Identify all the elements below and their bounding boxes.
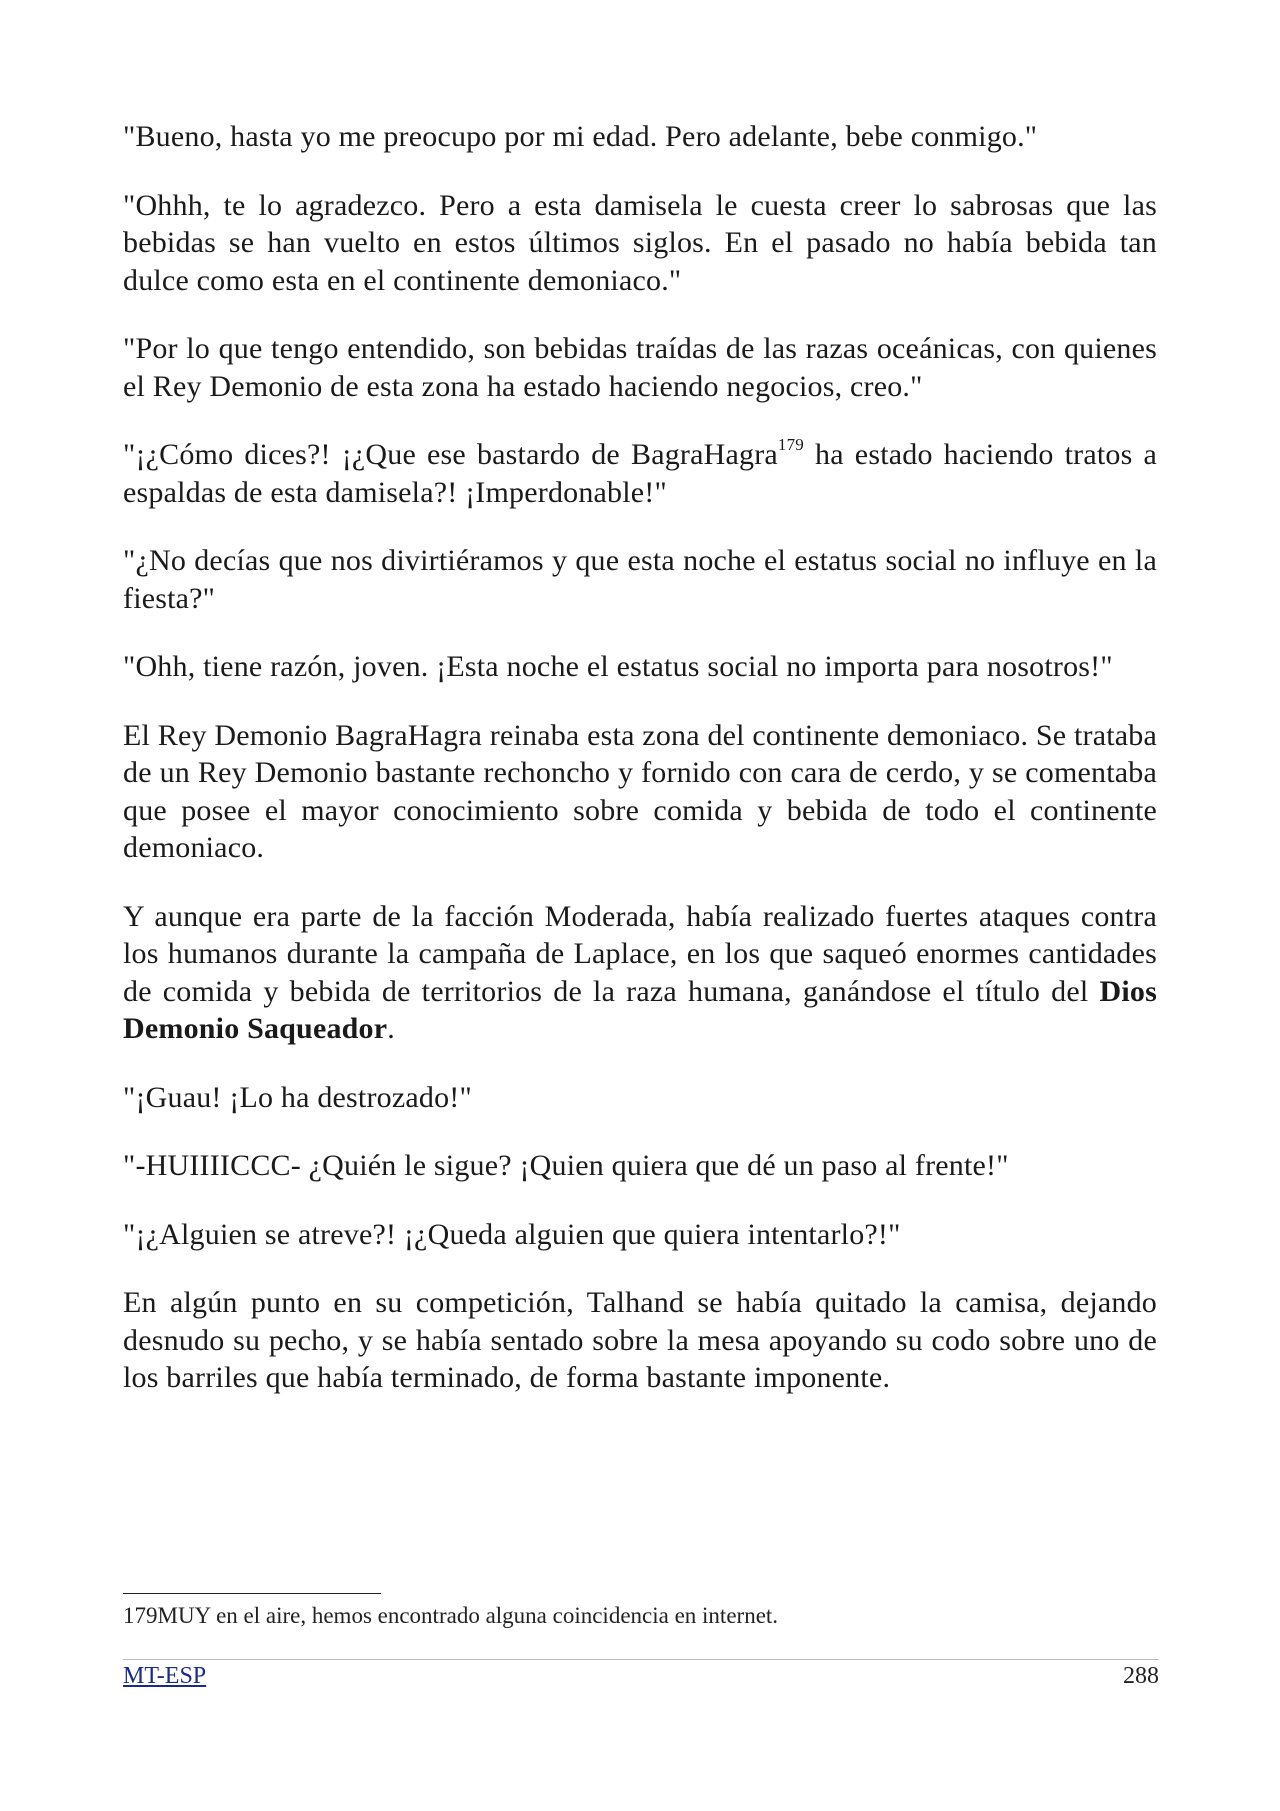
paragraph-8 bbox=[123, 898, 1157, 1048]
paragraph-8-text-a: Y aunque era parte de la facción Moderada, había realizado fuertes ataques contra los humanos durante la campaña de Laplace, en los que saqueó enormes cantidades de comida y bebida de territorios de la raza humana, ganándose el título del bbox=[123, 899, 1157, 1008]
title-bold: Dios Demonio Saqueador bbox=[123, 974, 1157, 1045]
footnote-text: 179MUY en el aire, hemos encontrado alguna coincidencia en internet. bbox=[123, 1603, 779, 1628]
paragraph-5: "¿No decías que nos divirtiéramos y que esta noche el estatus social no influye en la fiesta?" bbox=[123, 544, 1157, 615]
paragraph-11: "¡¿Alguien se atreve?! ¡¿Queda alguien que quiera intentarlo?!" bbox=[123, 1217, 901, 1251]
page-number: 288 bbox=[1123, 1663, 1159, 1689]
paragraph-9: "¡Guau! ¡Lo ha destrozado!" bbox=[123, 1080, 472, 1114]
paragraph-4 bbox=[123, 436, 1157, 511]
paragraph-7: El Rey Demonio BagraHagra reinaba esta zona del continente demoniaco. Se trataba de un Rey Demonio bastante rechoncho y fornido con cara de cerdo, y se comentaba que posee el mayor conocimiento sobre comida y bebida de todo el continente demoniaco. bbox=[123, 718, 1157, 864]
paragraph-3: "Por lo que tengo entendido, son bebidas traídas de las razas oceánicas, con quienes el Rey Demonio de esta zona ha estado haciendo negocios, creo." bbox=[123, 332, 1157, 403]
paragraph-2: "Ohhh, te lo agradezco. Pero a esta damisela le cuesta creer lo sabrosas que las bebidas se han vuelto en estos últimos siglos. En el pasado no había bebida tan dulce como esta en el continente demoniaco." bbox=[123, 188, 1157, 297]
paragraph-10: "-HUIIIICCC- ¿Quién le sigue? ¡Quien quiera que dé un paso al frente!" bbox=[123, 1149, 1009, 1182]
paragraph-8-text-b: . bbox=[387, 1012, 395, 1045]
paragraph-12: En algún punto en su competición, Talhand se había quitado la camisa, dejando desnudo su pecho, y se había sentado sobre la mesa apoyando su codo sobre uno de los barriles que había terminado, de forma bastante imponente. bbox=[123, 1286, 1157, 1394]
footnote-reference[interactable]: 179 bbox=[777, 435, 805, 454]
footer-divider bbox=[123, 1659, 1159, 1660]
paragraph-1: "Bueno, hasta yo me preocupo por mi edad. Pero adelante, bebe conmigo." bbox=[123, 120, 1038, 153]
footnote-divider bbox=[123, 1593, 381, 1594]
paragraph-6: "Ohh, tiene razón, joven. ¡Esta noche el estatus social no importa para nosotros!" bbox=[123, 650, 1113, 683]
document-body bbox=[123, 118, 1157, 1428]
paragraph-4-text-a: "¡¿Cómo dices?! ¡¿Que ese bastardo de BagraHagra bbox=[123, 438, 778, 471]
paragraph-4-text-b: ha estado haciendo tratos a espaldas de esta damisela?! ¡Imperdonable!" bbox=[123, 438, 1157, 509]
footer-link[interactable]: MT-ESP bbox=[123, 1663, 207, 1689]
